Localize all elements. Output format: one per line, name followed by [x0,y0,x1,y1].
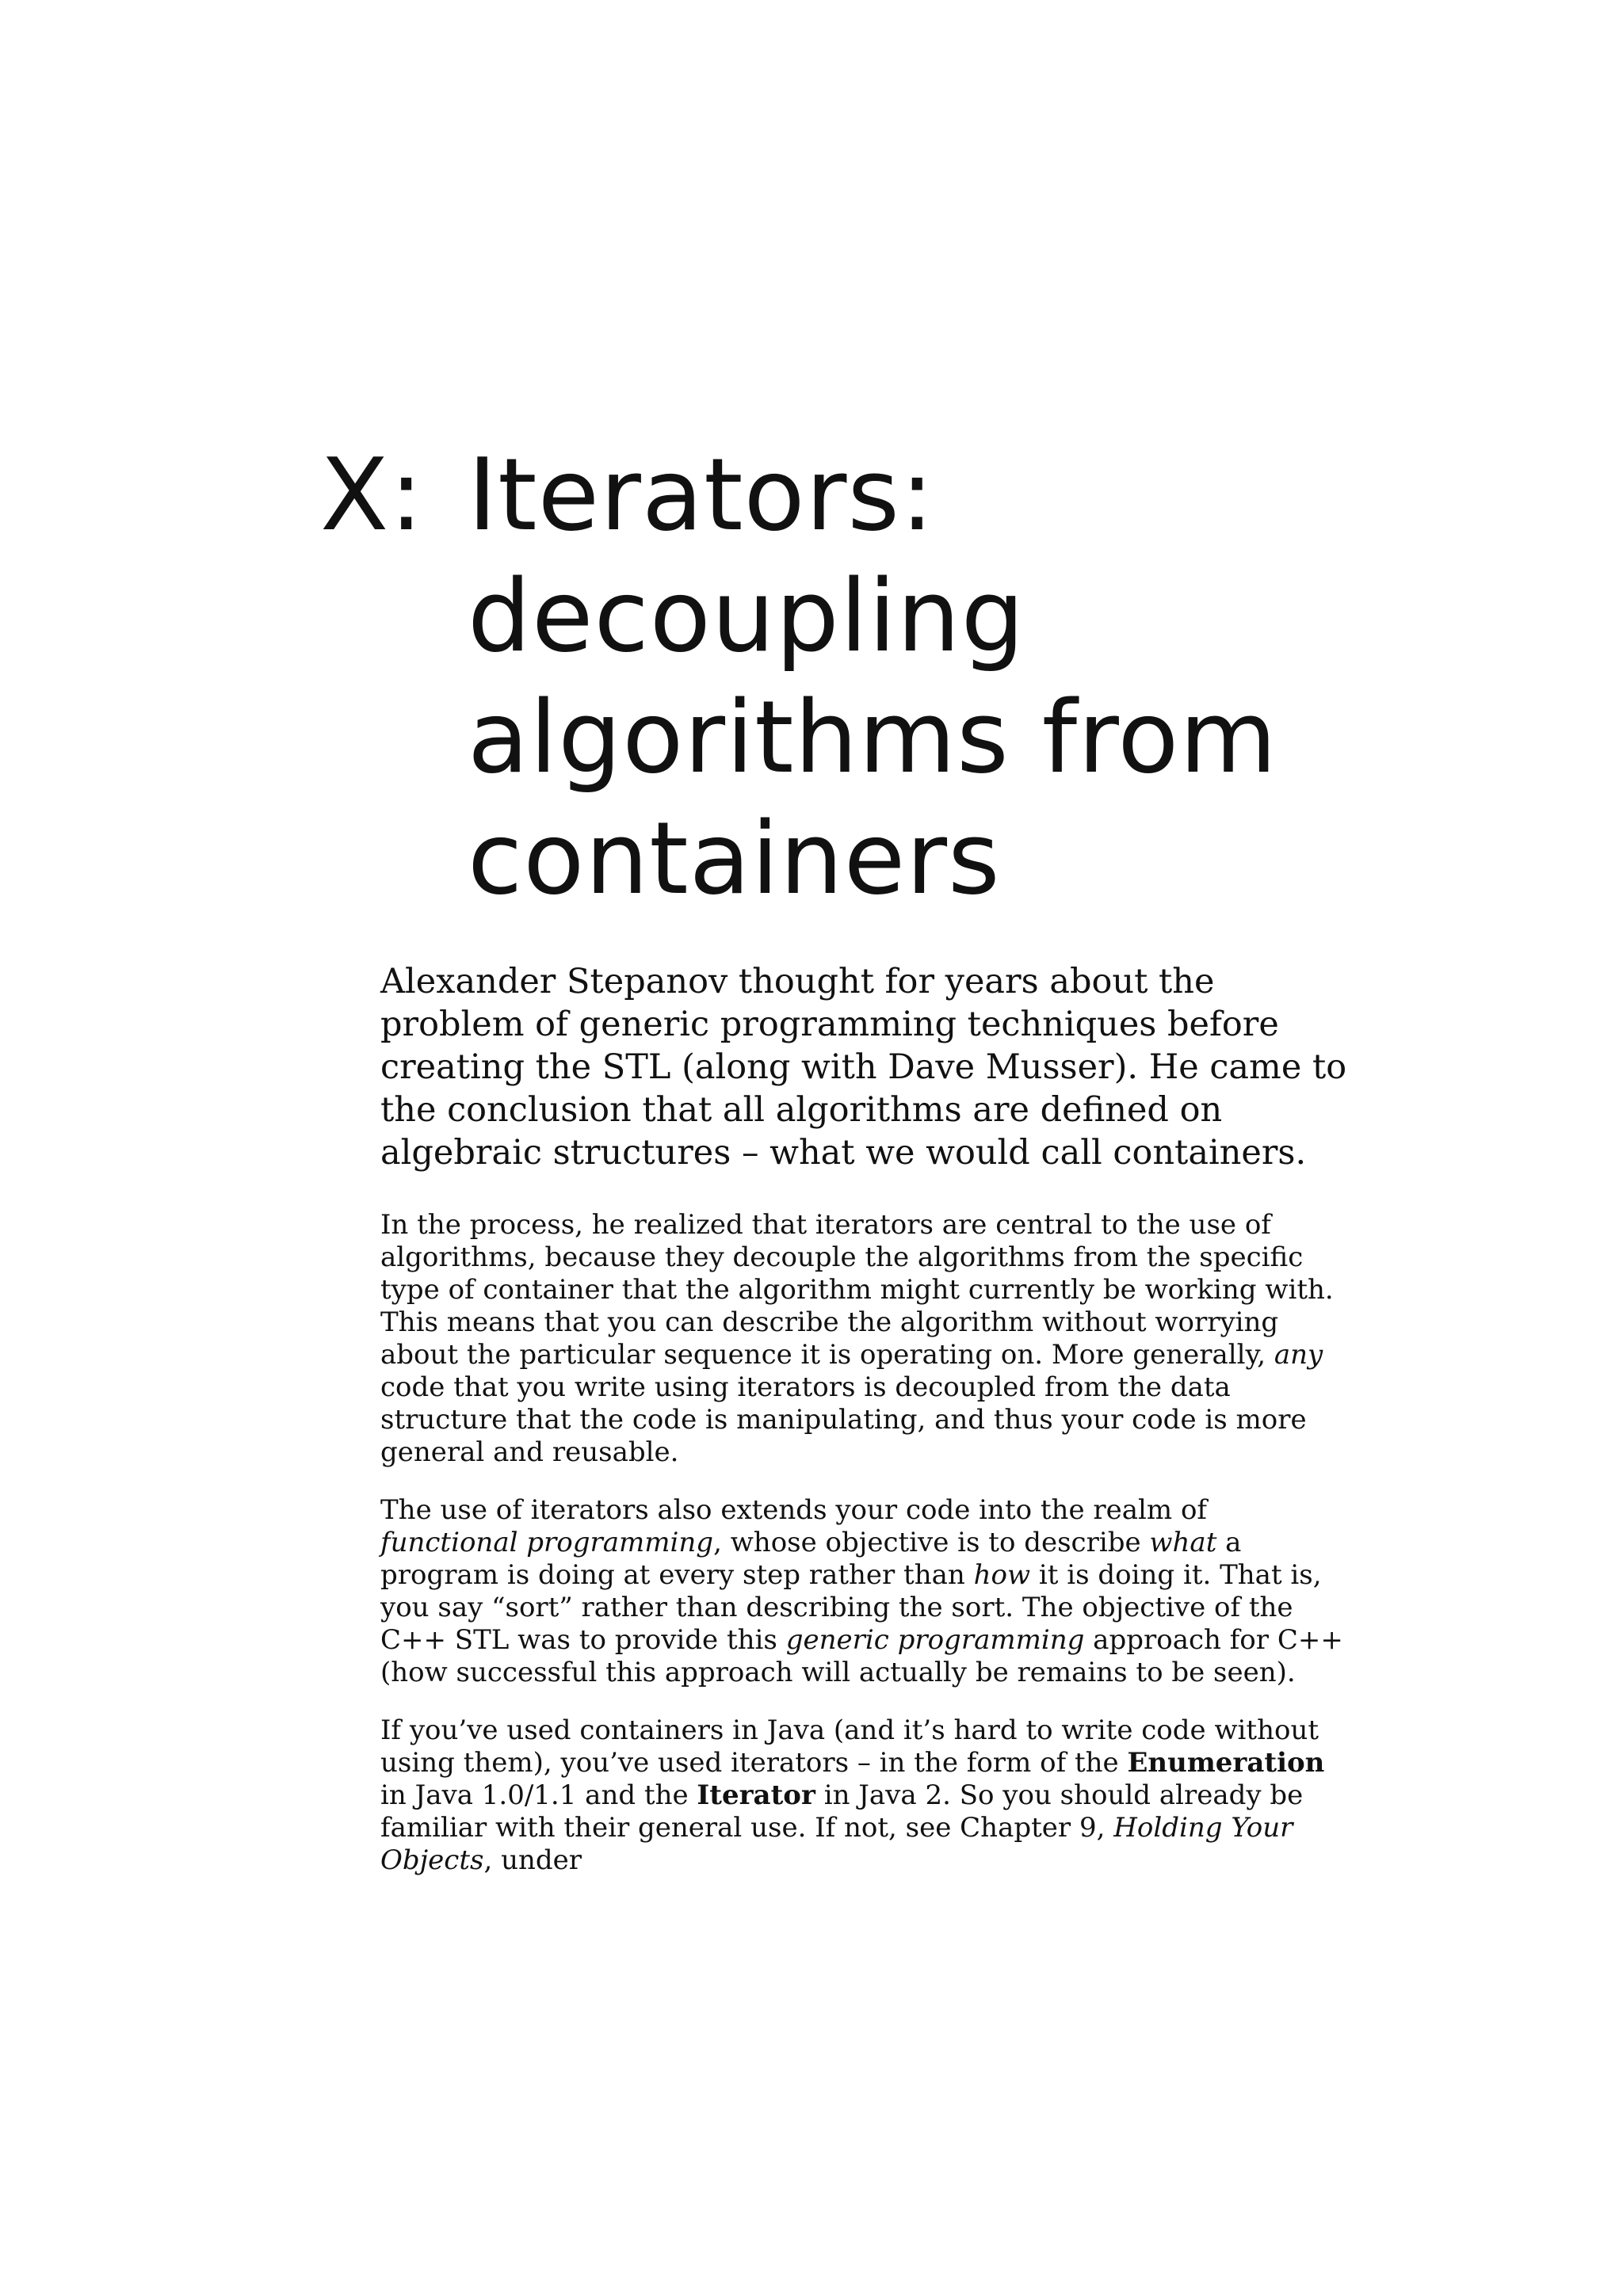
text-run: , under [483,1844,582,1876]
chapter-number: X: [320,437,424,553]
emphasis-text: how [973,1559,1031,1591]
chapter-title [320,434,1430,919]
text-run: in Java 2. So you should already be familiar with their general use. If not, see Chapter 9, [380,1779,1304,1844]
text-run: code that you write using iterators is decoupled from the data structure that the code is manipulating, and thus your code is more general and reusable. [380,1371,1307,1468]
code-term: Iterator [697,1779,815,1811]
chapter-title-line-2: decoupling [468,558,1025,674]
body-paragraph-2 [380,1494,1347,1689]
text-run: The use of iterators also extends your code into the realm of [380,1494,1207,1526]
body-paragraph-1 [380,1209,1347,1469]
lead-paragraph: Alexander Stepanov thought for years about the problem of generic programming techniques before creating the STL (along with Dave Musser). He came to the conclusion that all algorithms are defined on algebraic structures – what we would call containers. [380,962,1347,1173]
chapter-title-line-1 [320,434,1430,555]
chapter-title-text-1: Iterators: [468,437,935,553]
text-run: approach for C++ (how successful this approach will actually be remains to be seen). [380,1624,1343,1688]
chapter-body [380,960,1347,1902]
body-paragraph-3 [380,1714,1347,1877]
chapter-title-line-3: algorithms from [468,679,1278,795]
chapter-reference: Holding Your Objects [380,1812,1293,1876]
text-run: a program is doing at every step rather than [380,1527,1242,1591]
text-run: , whose objective is to describe [713,1527,1150,1558]
emphasis-text: what [1149,1527,1217,1558]
text-run: it is doing it. That is, you say “sort” rather than describing the sort. The objective of the C++ STL was to provide this [380,1559,1322,1656]
chapter-title-line-4: containers [468,800,1001,917]
code-term: Enumeration [1127,1747,1325,1779]
emphasis-text: generic programming [785,1624,1085,1656]
text-run: in Java 1.0/1.1 and the [380,1779,697,1811]
emphasis-text: functional programming [380,1527,714,1558]
text-run: If you’ve used containers in Java (and it’s hard to write code without using them), you’ve used iterators – in the form of the [380,1714,1319,1779]
emphasis-text: any [1274,1339,1323,1371]
text-run: In the process, he realized that iterators are central to the use of algorithms, because they decouple the algorithms from the specific type of container that the algorithm might currently be working with. This means that you can describe the algorithm without worrying about the particular sequence it is operating on. More generally, [380,1209,1334,1371]
